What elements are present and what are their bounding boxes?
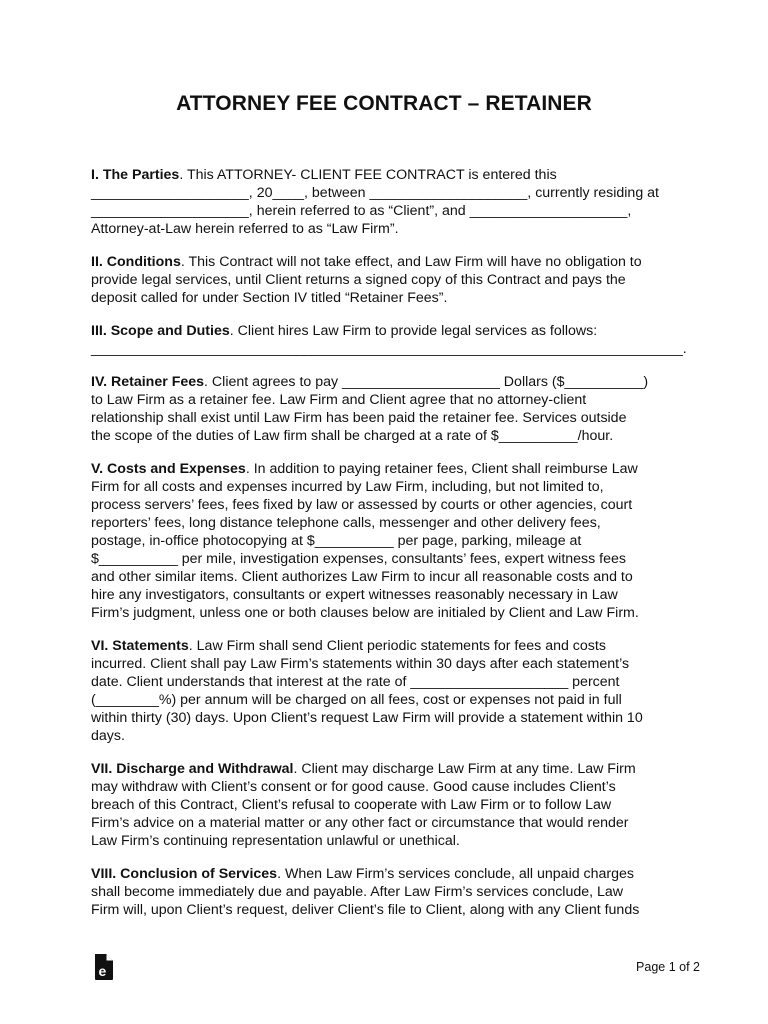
section-line: $__________ per mile, investigation expenses, consultants’ fees, expert witness fees: [91, 551, 626, 567]
section-line: ____________________, 20____, between ____________________, currently residing at: [91, 185, 659, 201]
section-line: within thirty (30) days. Upon Client’s request Law Firm will provide a statement within 10: [91, 710, 643, 726]
section-line: Attorney-at-Law herein referred to as “Law Firm”.: [91, 221, 399, 237]
document-title: ATTORNEY FEE CONTRACT – RETAINER: [176, 92, 592, 115]
section-line: VI. Statements. Law Firm shall send Client periodic statements for fees and costs: [91, 638, 606, 654]
section-line: ___________________________________________________________________________.: [91, 341, 687, 357]
section-retainer-fees: [91, 373, 691, 445]
section-line: the scope of the duties of Law firm shall be charged at a rate of $__________/hour.: [91, 428, 614, 444]
section-conclusion-of-services: [91, 865, 691, 919]
section-heading: IV. Retainer Fees: [91, 374, 205, 390]
section-heading: VIII. Conclusion of Services: [91, 866, 278, 882]
section-line: date. Client understands that interest at the rate of ____________________ percent: [91, 674, 620, 690]
section-line: reporters’ fees, long distance telephone calls, messenger and other delivery fees,: [91, 515, 601, 531]
section-line: relationship shall exist until Law Firm has been paid the retainer fee. Services outside: [91, 410, 627, 426]
section-line: provide legal services, until Client returns a signed copy of this Contract and pays the: [91, 272, 626, 288]
section-line: shall become immediately due and payable. After Law Firm’s services conclude, Law: [91, 884, 624, 900]
section-line: VII. Discharge and Withdrawal. Client may discharge Law Firm at any time. Law Firm: [91, 761, 636, 777]
section-line: hire any investigators, consultants or expert witnesses reasonably necessary in Law: [91, 587, 618, 603]
section-line: I. The Parties. This ATTORNEY- CLIENT FEE CONTRACT is entered this: [91, 167, 557, 183]
section-line: Firm’s judgment, unless one or both clauses below are initialed by Client and Law Firm.: [91, 605, 639, 621]
section-line: ____________________, herein referred to as “Client”, and ____________________,: [91, 203, 632, 219]
section-line: incurred. Client shall pay Law Firm’s statements within 30 days after each statement’s: [91, 656, 630, 672]
section-heading: II. Conditions: [91, 254, 181, 270]
section-line: to Law Firm as a retainer fee. Law Firm and Client agree that no attorney-client: [91, 392, 587, 408]
section-parties: [91, 166, 691, 238]
section-line: may withdraw with Client’s consent or for good cause. Good cause includes Client’s: [91, 779, 616, 795]
section-line: V. Costs and Expenses. In addition to paying retainer fees, Client shall reimburse Law: [91, 461, 638, 477]
section-line: VIII. Conclusion of Services. When Law Firm’s services conclude, all unpaid charges: [91, 866, 635, 882]
section-line: deposit called for under Section IV titled “Retainer Fees”.: [91, 290, 448, 306]
section-line: IV. Retainer Fees. Client agrees to pay ____________________ Dollars ($__________): [91, 374, 649, 390]
section-scope-and-duties: [91, 322, 691, 358]
section-line: III. Scope and Duties. Client hires Law Firm to provide legal services as follows:: [91, 323, 598, 339]
section-line: breach of this Contract, Client’s refusal to cooperate with Law Firm or to follow Law: [91, 797, 612, 813]
page-number: Page 1 of 2: [636, 960, 700, 974]
section-heading: VI. Statements: [91, 638, 189, 654]
section-line: II. Conditions. This Contract will not take effect, and Law Firm will have no obligation to: [91, 254, 642, 270]
section-line: Firm for all costs and expenses incurred by Law Firm, including, but not limited to,: [91, 479, 604, 495]
section-discharge-and-withdrawal: [91, 760, 691, 850]
section-heading: I. The Parties: [91, 167, 180, 183]
section-line: Firm will, upon Client’s request, deliver Client’s file to Client, along with any Client funds: [91, 902, 640, 918]
document-body: [91, 166, 691, 934]
section-line: (________%) per annum will be charged on all fees, cost or expenses not paid in full: [91, 692, 622, 708]
section-conditions: [91, 253, 691, 307]
section-costs-and-expenses: [91, 460, 691, 622]
section-heading: VII. Discharge and Withdrawal: [91, 761, 294, 777]
section-line: postage, in-office photocopying at $__________ per page, parking, mileage at: [91, 533, 582, 549]
section-line: days.: [91, 728, 125, 744]
section-heading: III. Scope and Duties: [91, 323, 230, 339]
section-line: Firm’s advice on a material matter or any other fact or circumstance that would render: [91, 815, 629, 831]
section-line: Law Firm’s continuing representation unlawful or unethical.: [91, 833, 460, 849]
section-heading: V. Costs and Expenses: [91, 461, 246, 477]
section-statements: [91, 637, 691, 745]
section-line: process servers’ fees, fees fixed by law or assessed by courts or other agencies, court: [91, 497, 633, 513]
eforms-document-icon: [93, 953, 115, 981]
svg-text:e: e: [98, 963, 107, 979]
section-line: and other similar items. Client authorizes Law Firm to incur all reasonable costs and to: [91, 569, 633, 585]
